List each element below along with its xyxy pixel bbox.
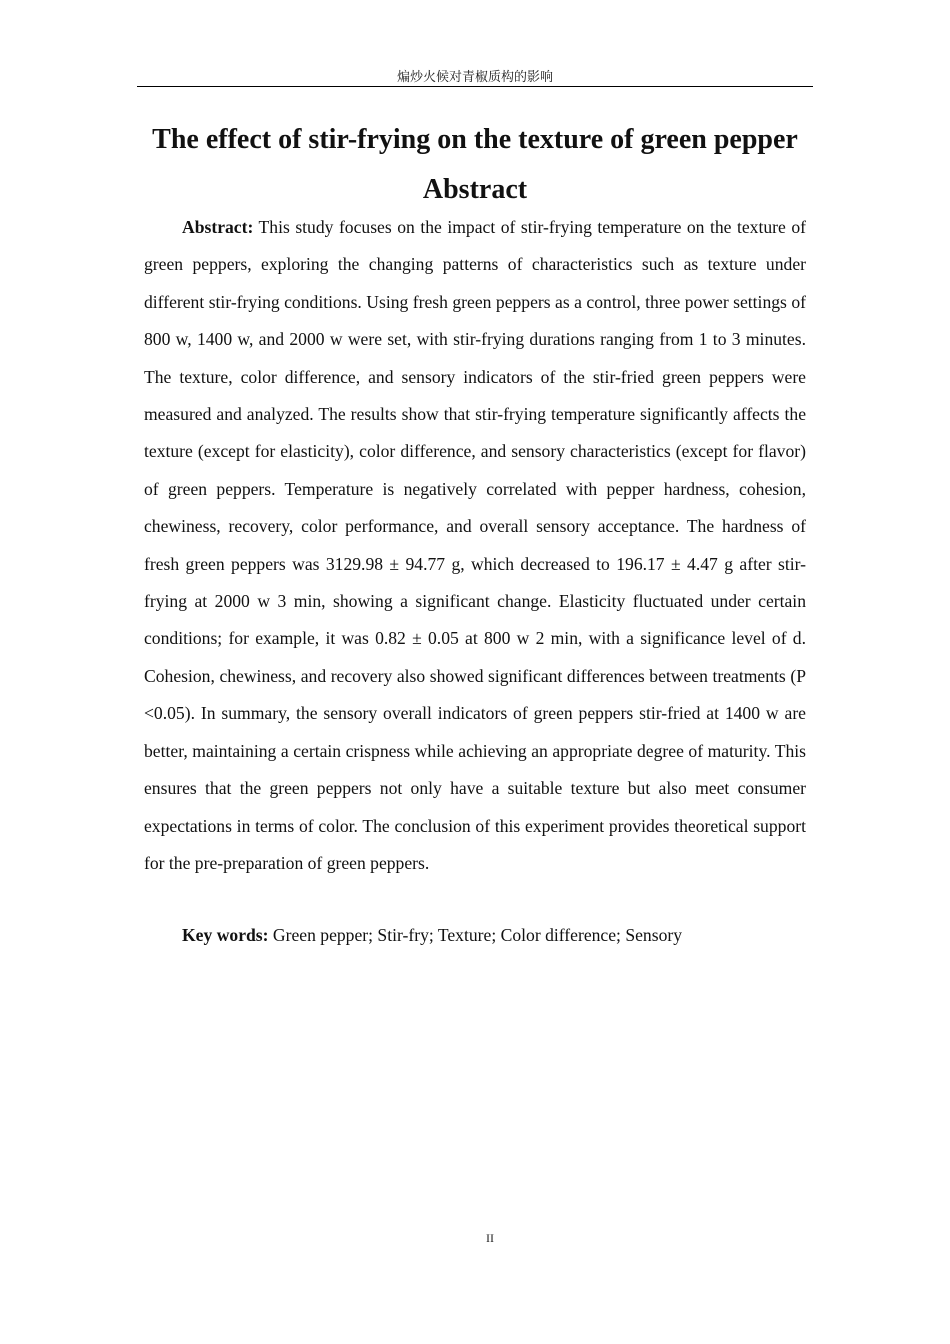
page-number: II [486, 1231, 494, 1245]
abstract-heading: Abstract [422, 174, 528, 205]
paper-title: The effect of stir-frying on the texture of green pepper [152, 124, 798, 155]
abstract-text: This study focuses on the impact of stir-frying temperature on the texture of green peppers, exploring the changing patterns of characteristics such as texture under different stir-frying conditions. Using fresh green peppers as a control, three power settings of 800 w, 1400 w, and 2000 w were set, with stir-frying durations ranging from 1 to 3 minutes. The texture, color difference, and sensory indicators of the stir-fried green peppers were measured and analyzed. The results show that stir-frying temperature significantly affects the texture (except for elasticity), color difference, and sensory characteristics (except for flavor) of green peppers. Temperature is negatively correlated with pepper hardness, cohesion, chewiness, recovery, color performance, and overall sensory acceptance. The hardness of fresh green peppers was 3129.98 ± 94.77 g, which decreased to 196.17 ± 4.47 g after stir-frying at 2000 w 3 min, showing a significant change. Elasticity fluctuated under certain conditions; for example, it was 0.82 ± 0.05 at 800 w 2 min, with a significance level of d. Cohesion, chewiness, and recovery also showed significant differences between treatments (P <0.05). In summary, the sensory overall indicators of green peppers stir-fried at 1400 w are better, maintaining a certain crispness while achieving an appropriate degree of maturity. This ensures that the green peppers not only have a suitable texture but also meet consumer expectations in terms of color. The conclusion of this experiment provides theoretical support for the pre-preparation of green peppers. [144, 217, 806, 873]
abstract-label: Abstract: [182, 217, 254, 237]
header-rule [137, 86, 813, 87]
running-header: 煸炒火候对青椒质构的影响 [396, 69, 553, 84]
keywords-paragraph [144, 917, 806, 954]
keywords-text: Green pepper; Stir-fry; Texture; Color difference; Sensory [268, 925, 683, 945]
abstract-paragraph [144, 209, 806, 882]
keywords-label: Key words: [182, 925, 269, 945]
